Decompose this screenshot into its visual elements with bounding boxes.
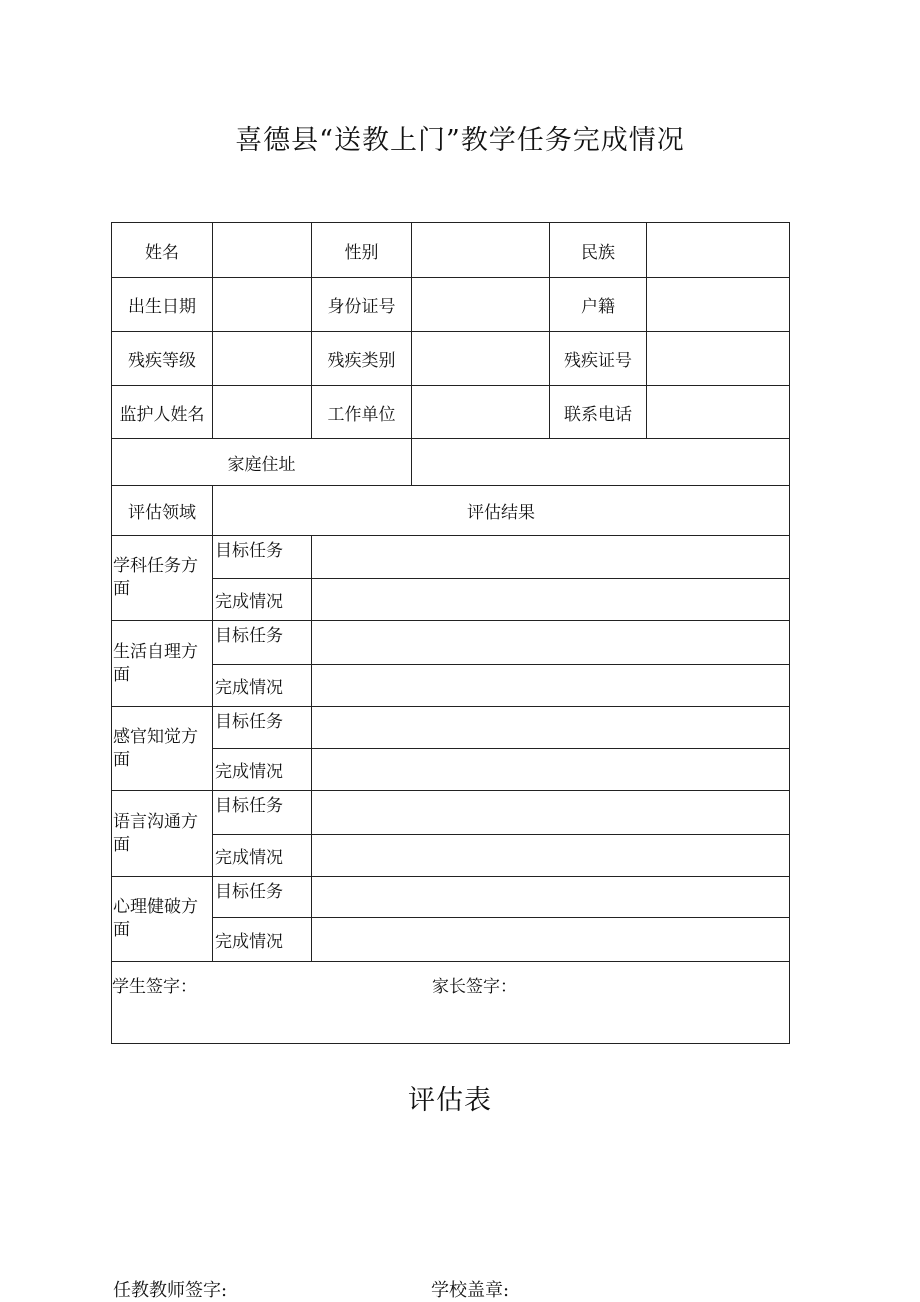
completion-value[interactable]	[312, 665, 790, 707]
teacher-signature-label: 任教教师签字:	[113, 1280, 228, 1301]
eval-completion-row	[112, 918, 790, 962]
field-label: 身份证号	[312, 278, 412, 332]
field-label: 民族	[550, 223, 647, 278]
page-title: 喜德县“送教上门”教学任务完成情况	[235, 125, 685, 156]
field-label: 残疾等级	[112, 332, 213, 386]
id-number-value[interactable]	[412, 278, 550, 332]
field-label: 性别	[312, 223, 412, 278]
field-label: 姓名	[112, 223, 213, 278]
target-value[interactable]	[312, 707, 790, 749]
info-row	[112, 332, 790, 386]
eval-target-row	[112, 877, 790, 918]
completion-label: 完成情况	[213, 579, 312, 621]
address-value[interactable]	[412, 439, 790, 486]
eval-completion-row	[112, 835, 790, 877]
ethnicity-value[interactable]	[647, 223, 790, 278]
domain-label: 学科任务方面	[112, 536, 213, 621]
form-subtitle: 评估表	[408, 1085, 492, 1116]
eval-completion-row	[112, 749, 790, 791]
target-value[interactable]	[312, 791, 790, 835]
eval-target-row	[112, 536, 790, 579]
target-value[interactable]	[312, 536, 790, 579]
address-row	[112, 439, 790, 486]
field-label: 户籍	[550, 278, 647, 332]
domain-label: 心理健破方面	[112, 877, 213, 962]
eval-completion-row	[112, 665, 790, 707]
field-label: 残疾证号	[550, 332, 647, 386]
eval-header-row	[112, 486, 790, 536]
info-row	[112, 278, 790, 332]
disability-cert-value[interactable]	[647, 332, 790, 386]
eval-completion-row	[112, 579, 790, 621]
field-label: 残疾类别	[312, 332, 412, 386]
domain-label: 生活自理方面	[112, 621, 213, 707]
field-label: 出生日期	[112, 278, 213, 332]
target-label: 目标任务	[213, 791, 312, 835]
info-row	[112, 386, 790, 439]
domain-label: 感官知觉方面	[112, 707, 213, 791]
eval-domain-header: 评估领域	[112, 486, 213, 536]
completion-value[interactable]	[312, 835, 790, 877]
field-label: 监护人姓名	[112, 386, 213, 439]
field-label: 联系电话	[550, 386, 647, 439]
guardian-name-value[interactable]	[213, 386, 312, 439]
target-label: 目标任务	[213, 536, 312, 579]
target-label: 目标任务	[213, 877, 312, 918]
completion-label: 完成情况	[213, 749, 312, 791]
completion-value[interactable]	[312, 918, 790, 962]
target-label: 目标任务	[213, 707, 312, 749]
parent-signature-label: 家长签字：	[432, 977, 517, 997]
household-value[interactable]	[647, 278, 790, 332]
info-row	[112, 223, 790, 278]
birth-date-value[interactable]	[213, 278, 312, 332]
workplace-value[interactable]	[412, 386, 550, 439]
assessment-form	[111, 222, 790, 1044]
student-signature-label: 学生签字：	[112, 977, 197, 997]
phone-value[interactable]	[647, 386, 790, 439]
completion-value[interactable]	[312, 749, 790, 791]
completion-label: 完成情况	[213, 665, 312, 707]
name-value[interactable]	[213, 223, 312, 278]
domain-label: 语言沟通方面	[112, 791, 213, 877]
target-value[interactable]	[312, 621, 790, 665]
eval-target-row	[112, 621, 790, 665]
signature-cell[interactable]	[112, 962, 790, 1044]
eval-target-row	[112, 707, 790, 749]
address-label: 家庭住址	[112, 439, 412, 486]
eval-target-row	[112, 791, 790, 835]
field-label: 工作单位	[312, 386, 412, 439]
completion-label: 完成情况	[213, 918, 312, 962]
school-seal-label: 学校盖章:	[431, 1280, 510, 1301]
target-label: 目标任务	[213, 621, 312, 665]
completion-value[interactable]	[312, 579, 790, 621]
disability-level-value[interactable]	[213, 332, 312, 386]
signature-row	[112, 962, 790, 1044]
eval-result-header: 评估结果	[213, 486, 790, 536]
gender-value[interactable]	[412, 223, 550, 278]
completion-label: 完成情况	[213, 835, 312, 877]
disability-type-value[interactable]	[412, 332, 550, 386]
target-value[interactable]	[312, 877, 790, 918]
